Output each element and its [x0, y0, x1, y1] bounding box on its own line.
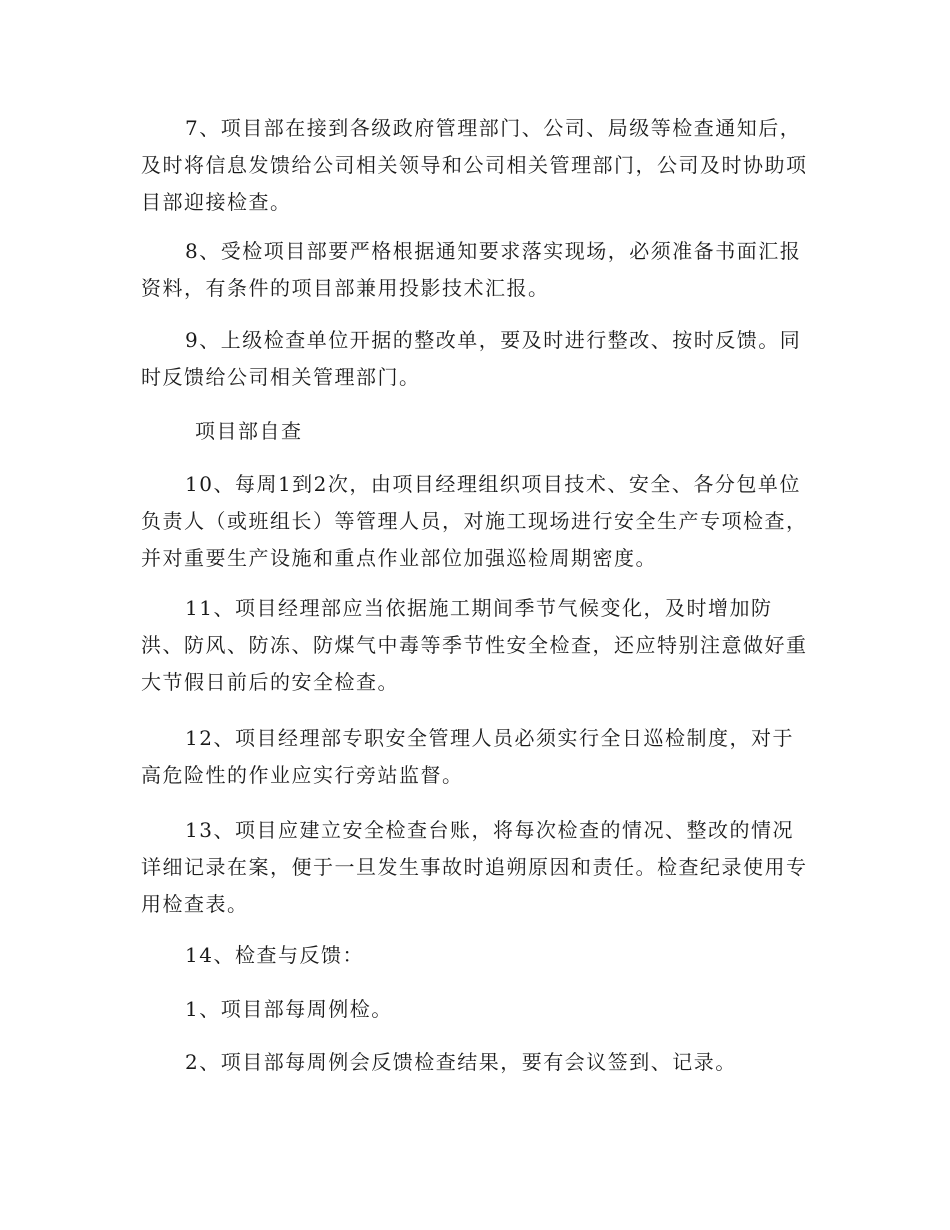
paragraph-14: 14、检查与反馈： [185, 943, 364, 967]
paragraph-10: 10、每周1到2次，由项目经理组织项目技术、安全、各分包单位负责人（或班组长）等管理人员，对施工现场进行安全生产专项检查，并对重要生产设施和重点作业部位加强巡检周期密度。 [141, 472, 808, 570]
paragraph-7: 7、项目部在接到各级政府管理部门、公司、局级等检查通知后，及时将信息发馈给公司相关领导和公司相关管理部门，公司及时协助项目部迎接检查。 [141, 116, 808, 214]
paragraph-9: 9、上级检查单位开据的整改单，要及时进行整改、按时反馈。同时反馈给公司相关管理部门。 [141, 328, 802, 389]
paragraph-13: 13、项目应建立安全检查台账，将每次检查的情况、整改的情况详细记录在案，便于一旦发生事故时追朔原因和责任。检查纪录使用专用检查表。 [141, 818, 808, 916]
paragraph-11: 11、项目经理部应当依据施工期间季节气候变化，及时增加防洪、防风、防冻、防煤气中毒等季节性安全检查，还应特别注意做好重大节假日前后的安全检查。 [141, 596, 808, 694]
paragraph-12: 12、项目经理部专职安全管理人员必须实行全日巡检制度，对于高危险性的作业应实行旁站监督。 [141, 726, 794, 787]
paragraph-8: 8、受检项目部要严格根据通知要求落实现场，必须准备书面汇报资料，有条件的项目部兼用投影技术汇报。 [141, 239, 802, 300]
list-item-1: 1、项目部每周例检。 [185, 997, 393, 1021]
list-item-2: 2、项目部每周例会反馈检查结果，要有会议签到、记录。 [185, 1050, 737, 1074]
section-heading-self-inspection: 项目部自查 [195, 419, 303, 443]
